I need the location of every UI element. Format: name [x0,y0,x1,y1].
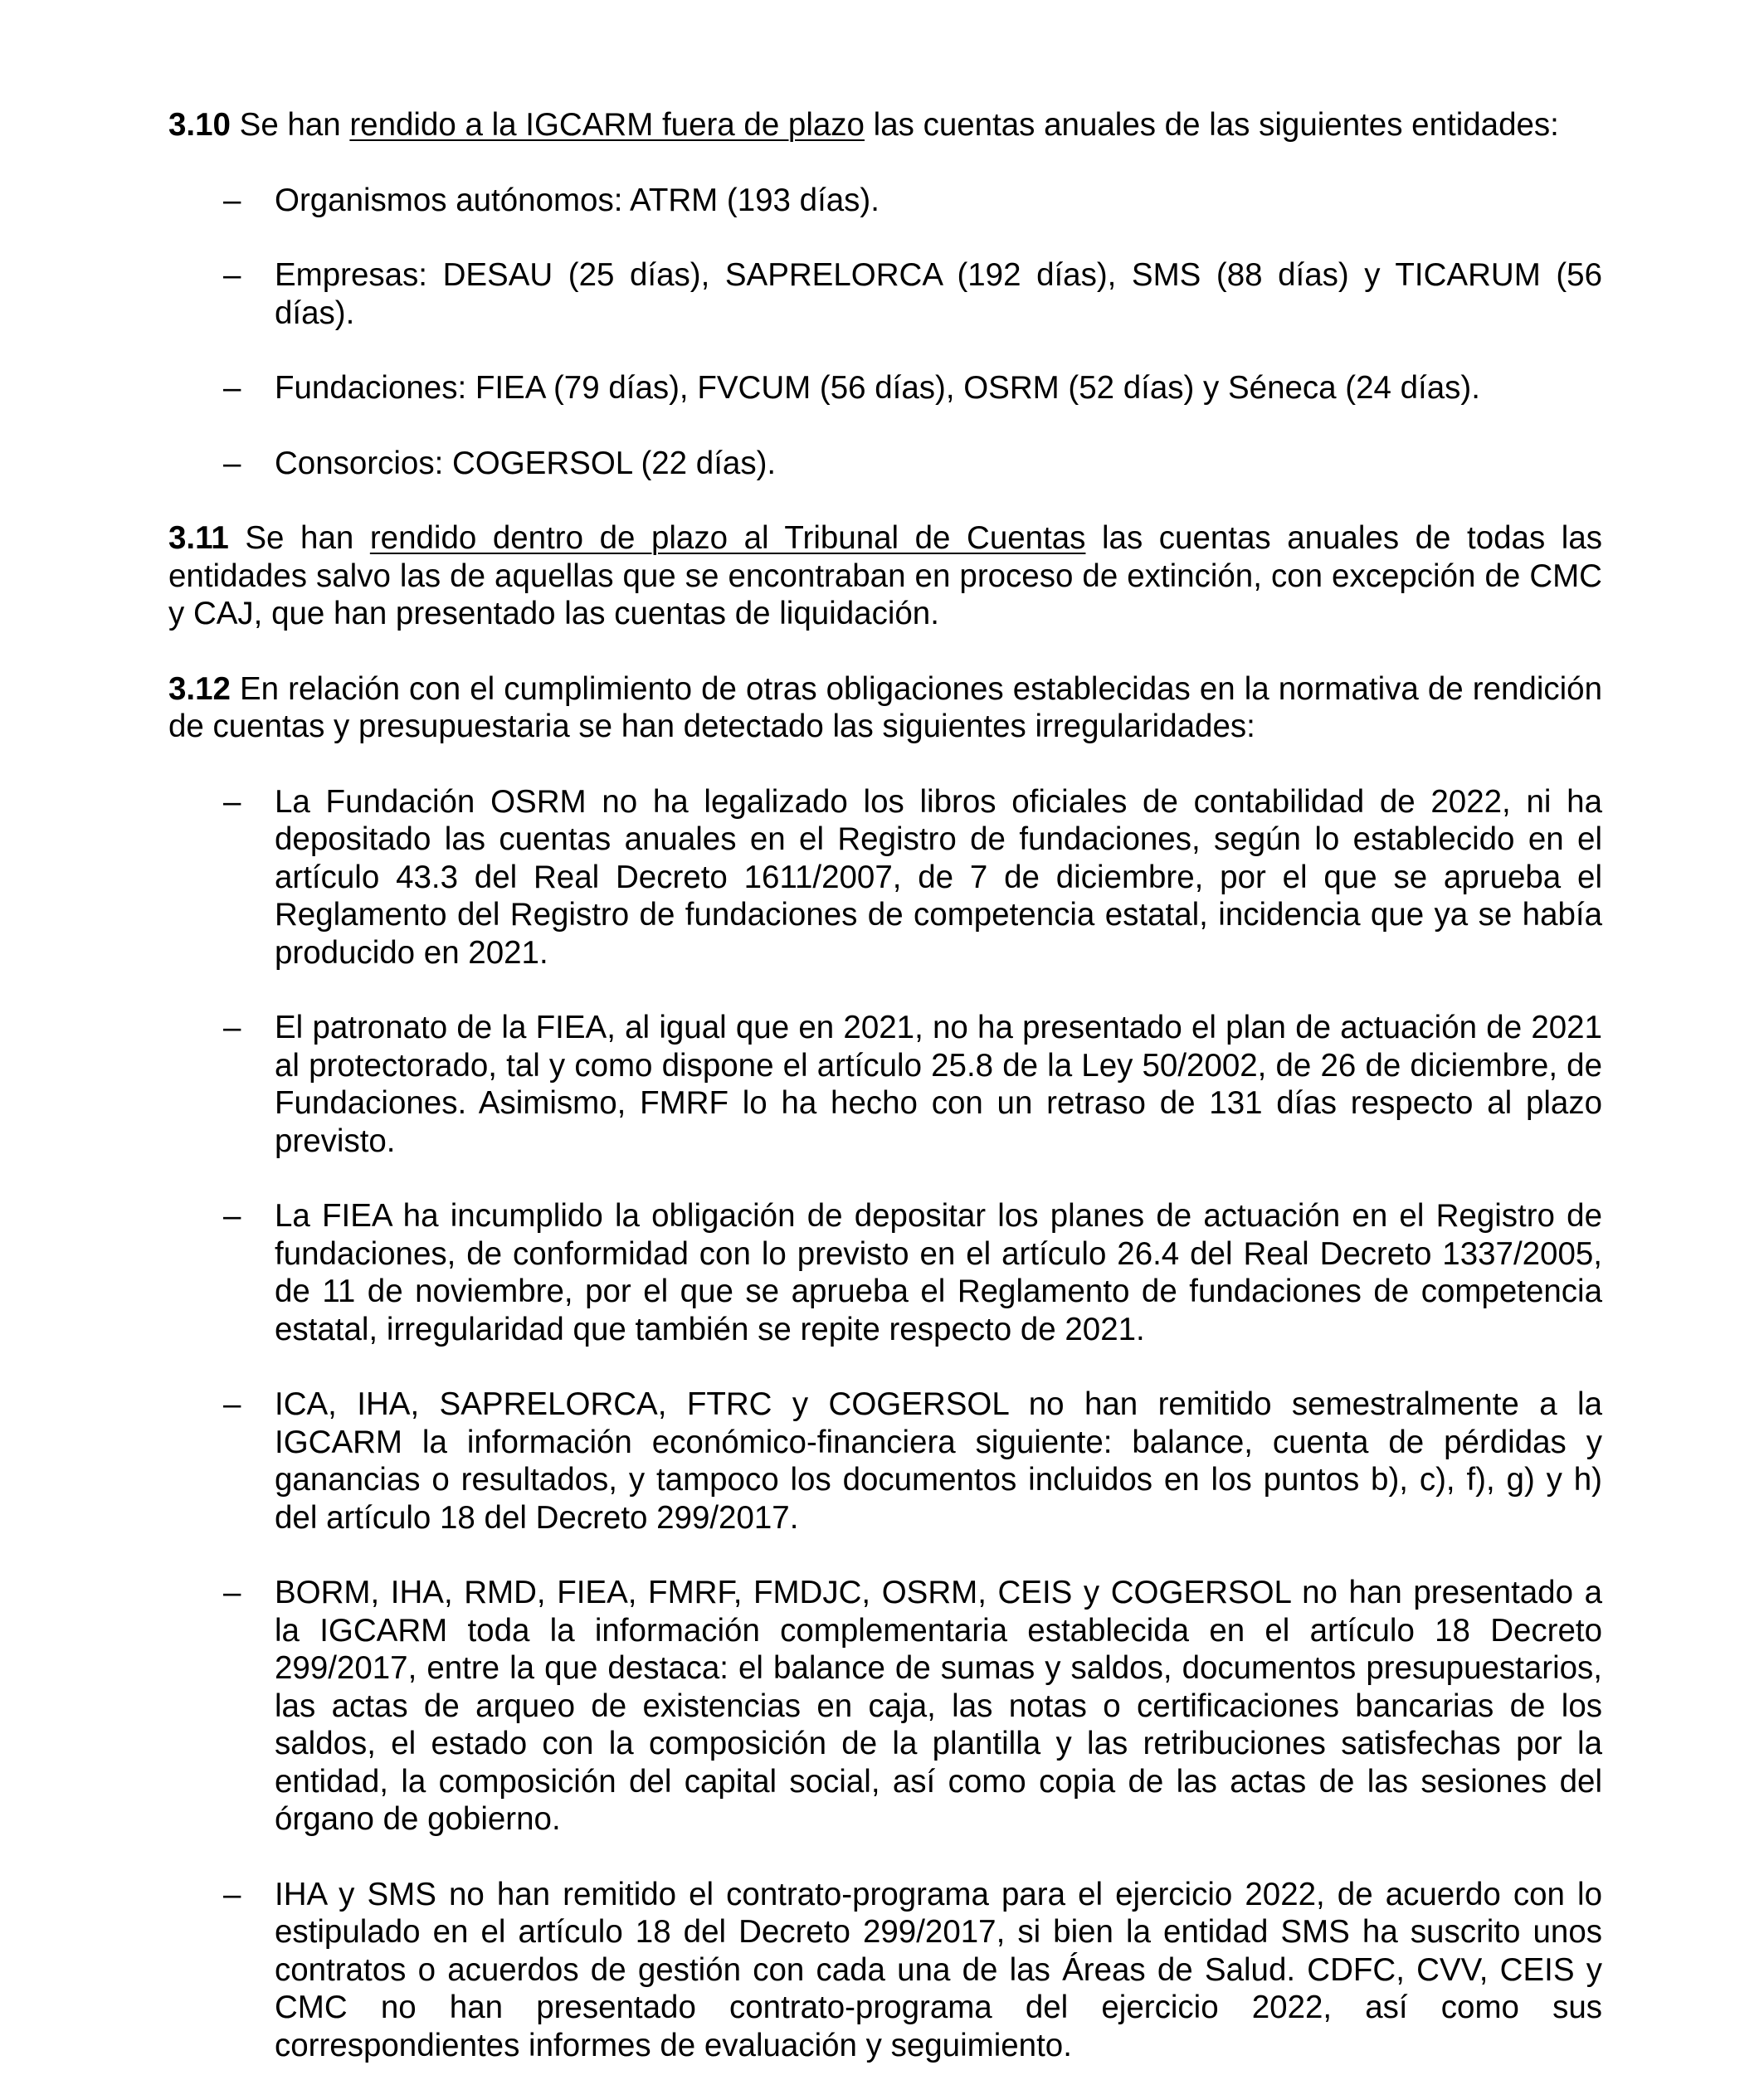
list-item [168,256,1602,332]
dash-bullet: – [223,370,241,406]
list-item [168,783,1602,972]
text-fragment: En relación con el cumplimiento de otras obligaciones establecidas en la normativa de rendición de cuentas y presupuestaria se han detectado las siguientes irregularidades: [168,670,1602,744]
list-item [168,445,1602,483]
text-fragment: las cuentas anuales de las siguientes entidades: [864,107,1559,143]
dash-bullet: – [223,783,241,820]
section-number: 3.10 [168,107,231,143]
list-item-text: IHA y SMS no han remitido el contrato-programa para el ejercicio 2022, de acuerdo con lo estipulado en el artículo 18 del Decreto 299/2017, si bien la entidad SMS ha suscrito unos contratos o acuerdos de gestión con cada una de las Áreas de Salud. CDFC, CVV, CEIS y CMC no han presentado contrato-programa del ejercicio 2022, así como sus correspondientes informes de evaluación y seguimiento. [275,1876,1602,2063]
dash-bullet: – [223,257,241,293]
text-fragment: Se han [228,520,370,556]
list-item-text: BORM, IHA, RMD, FIEA, FMRF, FMDJC, OSRM, CEIS y COGERSOL no han presentado a la IGCARM toda la información complementaria establecida en el artículo 18 Decreto 299/2017, entre la que destaca: el balance de sumas y saldos, documentos presupuestarios, las actas de arqueo de existencias en caja, las notas o certificaciones bancarias de los saldos, el estado con la composición de la plantilla y las retribuciones satisfechas por la entidad, la composición del capital social, así como copia de las actas de las sesiones del órgano de gobierno. [275,1575,1602,1837]
dash-bullet: – [223,445,241,481]
dash-bullet: – [223,1198,241,1234]
section-number: 3.12 [168,670,231,707]
list-item [168,1386,1602,1537]
list-item-text: ICA, IHA, SAPRELORCA, FTRC y COGERSOL no han remitido semestralmente a la IGCARM la información económico-financiera siguiente: balance, cuenta de pérdidas y ganancias o resultados, y tampoco los documentos incluidos en los puntos b), c), f), g) y h) del artículo 18 del Decreto 299/2017. [275,1386,1602,1536]
section-3-12-intro [168,670,1602,746]
list-item [168,1009,1602,1160]
list-item [168,182,1602,220]
dash-bullet: – [223,1386,241,1422]
dash-bullet: – [223,182,241,218]
list-item-text: Consorcios: COGERSOL (22 días). [275,445,777,481]
underlined-phrase: rendido a la IGCARM fuera de plazo [349,107,865,143]
text-fragment: las cuentas anuales de todas las entidades salvo las de aquellas que se encontraban en proceso de extinción, con excepción de CMC y CAJ, que han presentado las cuentas de liquidación. [168,520,1602,631]
list-item-text: La FIEA ha incumplido la obligación de depositar los planes de actuación en el Registro de fundaciones, de conformidad con lo previsto en el artículo 26.4 del Real Decreto 1337/2005, de 11 de noviembre, por el que se aprueba el Reglamento de fundaciones de competencia estatal, irregularidad que también se repite respecto de 2021. [275,1198,1602,1347]
list-item-text: El patronato de la FIEA, al igual que en 2021, no ha presentado el plan de actuación de 2021 al protectorado, tal y como dispone el artículo 25.8 de la Ley 50/2002, de 26 de diciembre, de Fundaciones. Asimismo, FMRF lo ha hecho con un retraso de 131 días respecto al plazo previsto. [275,1010,1602,1159]
dash-bullet: – [223,1010,241,1045]
list-item [168,1197,1602,1348]
list-item-text: Fundaciones: FIEA (79 días), FVCUM (56 días), OSRM (52 días) y Séneca (24 días). [275,370,1480,406]
text-fragment: Se han [230,107,350,143]
section-3-11 [168,519,1602,633]
dash-bullet: – [223,1575,241,1610]
dash-bullet: – [223,1876,241,1912]
list-item [168,1574,1602,1839]
list-item [168,1876,1602,2065]
underlined-phrase: rendido dentro de plazo al Tribunal de Cuentas [369,520,1086,556]
list-item-text: La Fundación OSRM no ha legalizado los libros oficiales de contabilidad de 2022, ni ha depositado las cuentas anuales en el Registro de fundaciones, según lo establecido en el artículo 43.3 del Real Decreto 1611/2007, de 7 de diciembre, por el que se aprueba el Reglamento del Registro de fundaciones de competencia estatal, incidencia que ya se había producido en 2021. [275,783,1602,971]
section-3-10-intro [168,106,1602,144]
list-item-text: Empresas: DESAU (25 días), SAPRELORCA (192 días), SMS (88 días) y TICARUM (56 días). [275,257,1602,331]
section-3-10-list [168,182,1602,483]
list-item-text: Organismos autónomos: ATRM (193 días). [275,182,880,218]
section-number: 3.11 [168,520,229,556]
list-item [168,369,1602,407]
section-3-12-list [168,783,1602,2065]
